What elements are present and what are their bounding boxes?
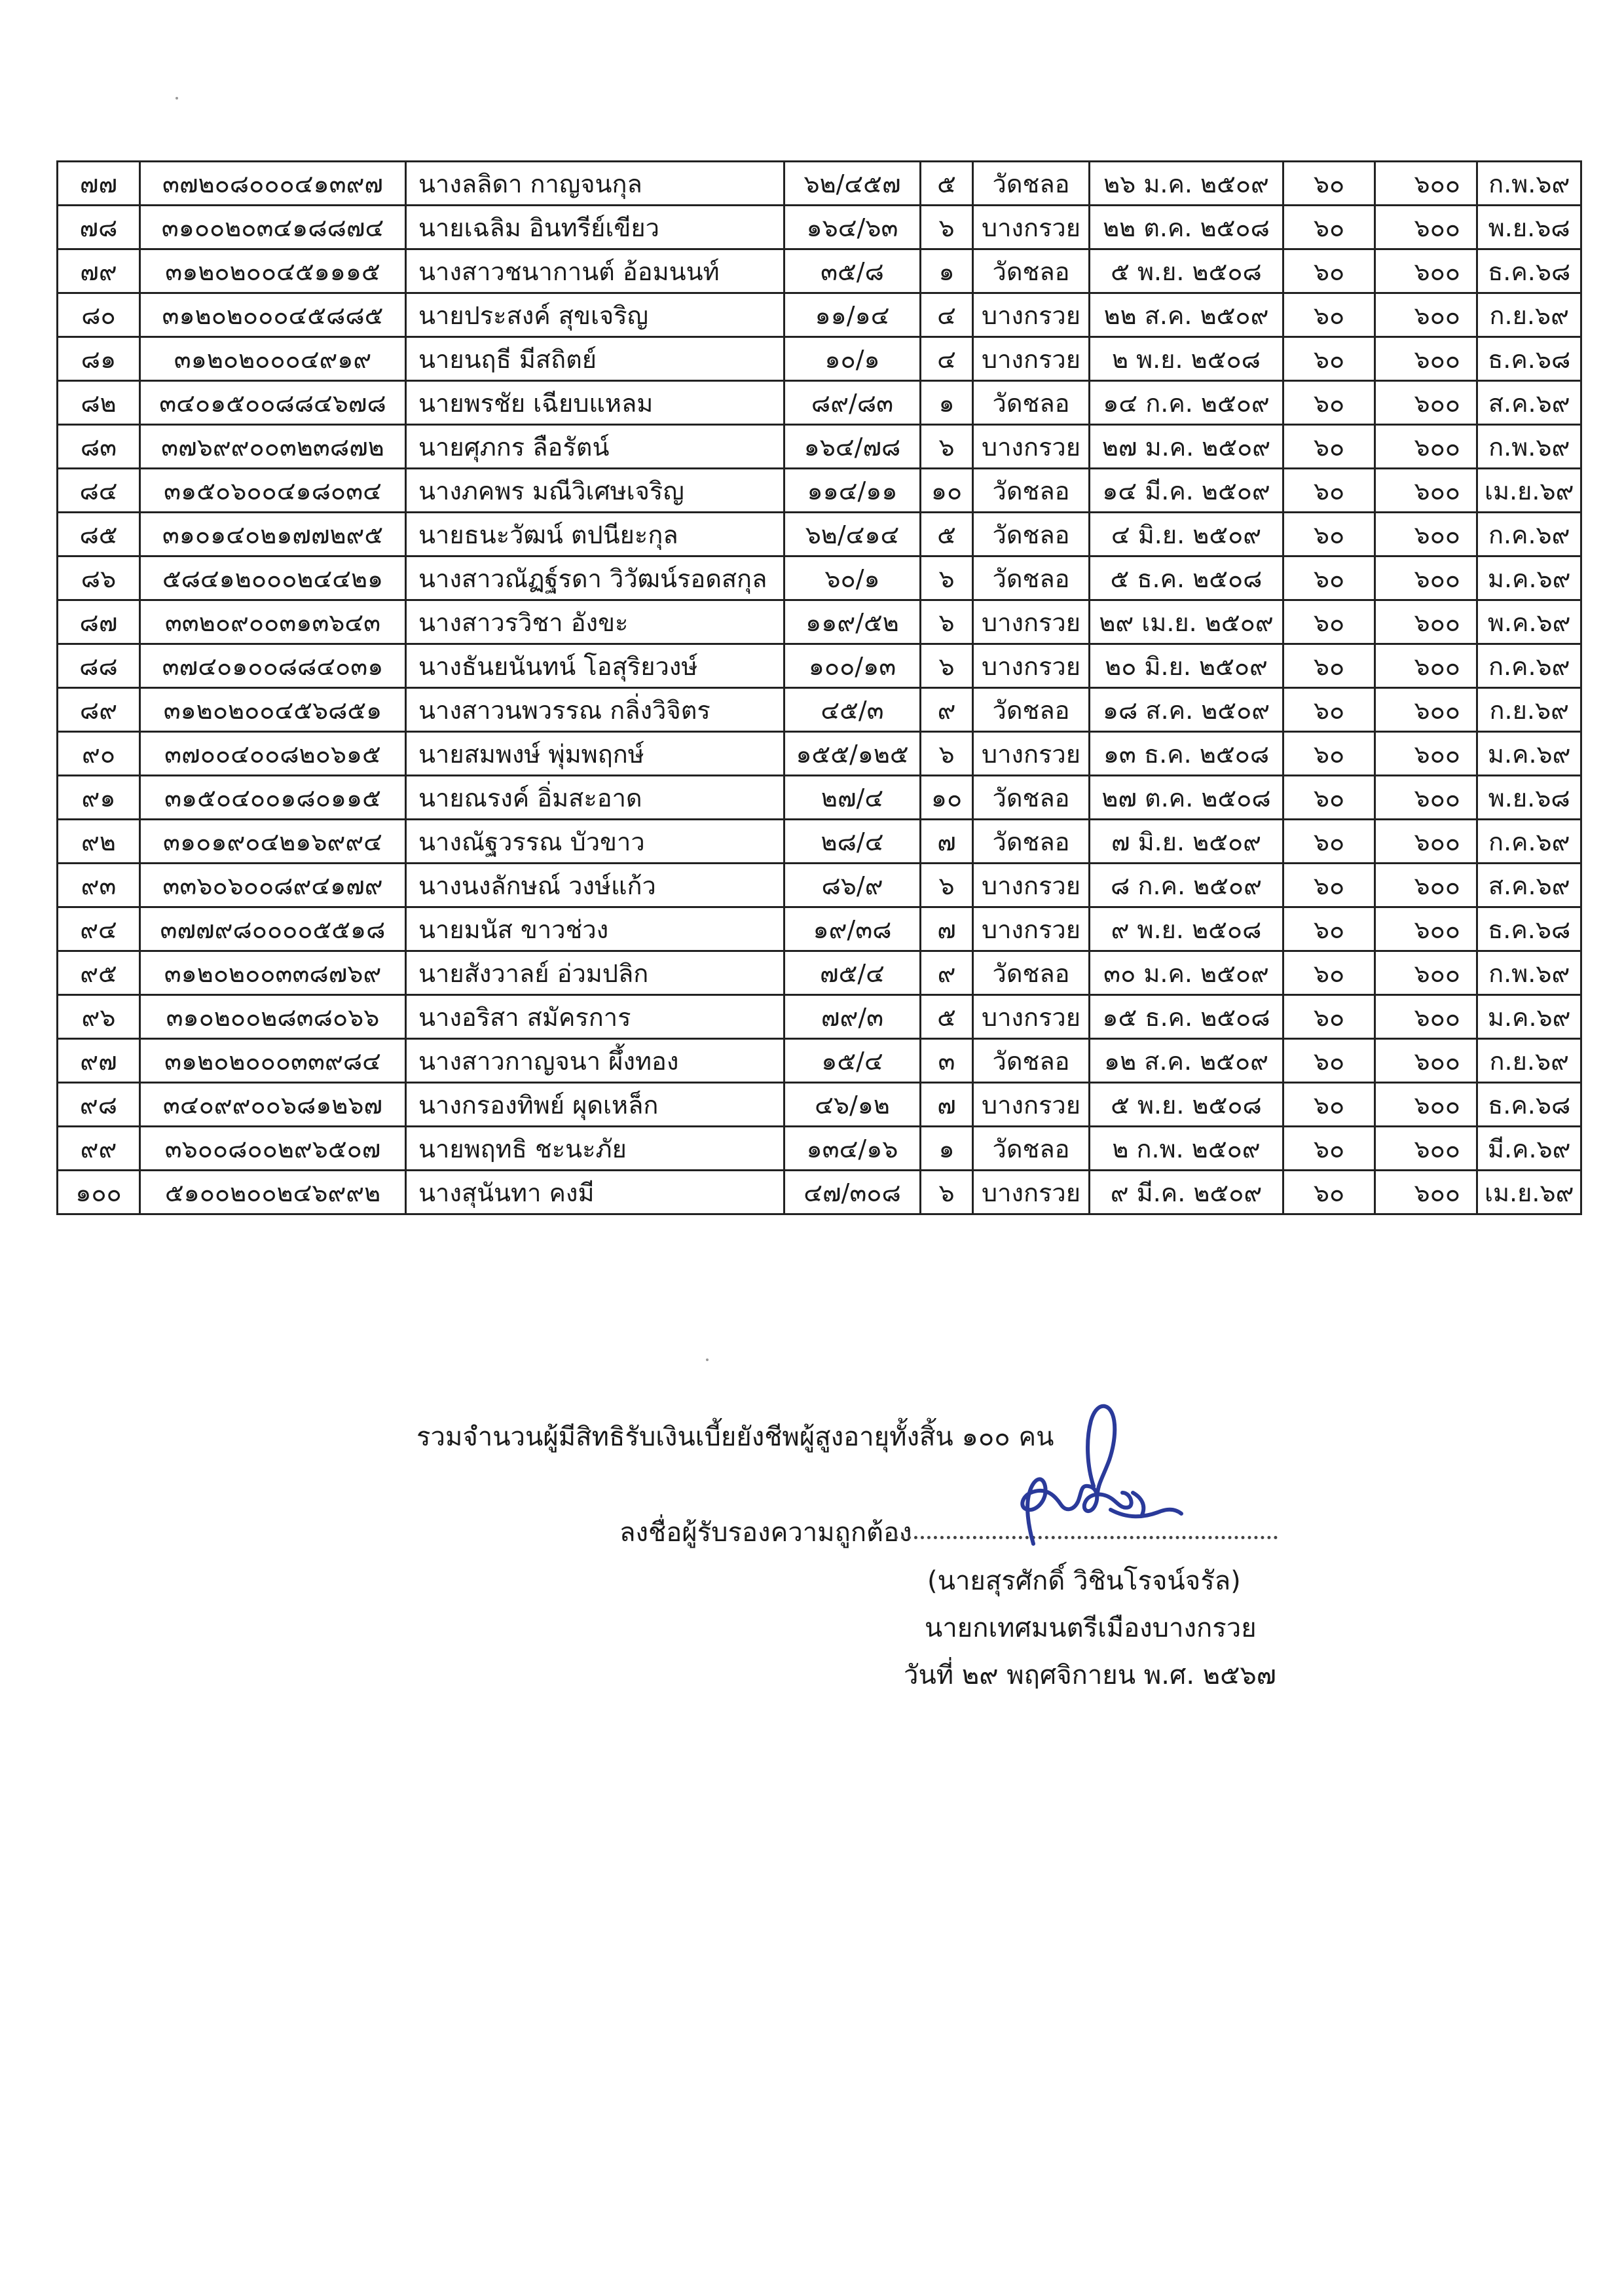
community-name-cell: บางกรวย <box>973 206 1090 249</box>
row-number-cell: ๘๕ <box>58 513 140 556</box>
start-month-cell: ก.ค.๖๙ <box>1477 513 1581 556</box>
start-month-cell: เม.ย.๖๙ <box>1477 469 1581 513</box>
village-number-cell: ๑๐ <box>921 469 973 513</box>
citizen-id-cell: ๓๑๐๑๙๐๔๒๑๖๙๙๔ <box>140 820 406 864</box>
full-name-cell: นางอริสา สมัครการ <box>406 995 784 1039</box>
birth-date-cell: ๒๒ ต.ค. ๒๕๐๘ <box>1090 206 1283 249</box>
allowance-amount-cell: ๖๐๐ <box>1375 732 1477 776</box>
house-number-cell: ๑๐/๑ <box>784 337 921 381</box>
row-number-cell: ๙๖ <box>58 995 140 1039</box>
start-month-cell: ม.ค.๖๙ <box>1477 732 1581 776</box>
village-number-cell: ๖ <box>921 556 973 600</box>
scan-speck <box>175 97 178 100</box>
birth-date-cell: ๒๒ ส.ค. ๒๕๐๙ <box>1090 293 1283 337</box>
house-number-cell: ๔๕/๓ <box>784 688 921 732</box>
house-number-cell: ๑๖๔/๖๓ <box>784 206 921 249</box>
community-name-cell: วัดชลอ <box>973 381 1090 425</box>
table-body <box>58 162 1581 1214</box>
citizen-id-cell: ๓๗๔๐๑๐๐๘๘๔๐๓๑ <box>140 644 406 688</box>
table-row <box>58 293 1581 337</box>
citizen-id-cell: ๓๓๖๐๖๐๐๘๙๔๑๗๙ <box>140 864 406 907</box>
full-name-cell: นางสาวณัฏฐ์รดา วิวัฒน์รอดสกุล <box>406 556 784 600</box>
village-number-cell: ๕ <box>921 162 973 206</box>
certify-label: ลงชื่อผู้รับรองความถูกต้อง <box>619 1518 912 1548</box>
allowance-amount-cell: ๖๐๐ <box>1375 600 1477 644</box>
allowance-amount-cell: ๖๐๐ <box>1375 381 1477 425</box>
house-number-cell: ๘๙/๘๓ <box>784 381 921 425</box>
allowance-amount-cell: ๖๐๐ <box>1375 1171 1477 1214</box>
age-threshold-cell: ๖๐ <box>1283 644 1375 688</box>
age-threshold-cell: ๖๐ <box>1283 381 1375 425</box>
full-name-cell: นายสังวาลย์ อ่วมปลิก <box>406 951 784 995</box>
community-name-cell: บางกรวย <box>973 293 1090 337</box>
start-month-cell: พ.ย.๖๘ <box>1477 776 1581 820</box>
birth-date-cell: ๑๒ ส.ค. ๒๕๐๙ <box>1090 1039 1283 1083</box>
community-name-cell: บางกรวย <box>973 425 1090 469</box>
village-number-cell: ๕ <box>921 513 973 556</box>
full-name-cell: นายสมพงษ์ พุ่มพฤกษ์ <box>406 732 784 776</box>
table-row <box>58 644 1581 688</box>
start-month-cell: ม.ค.๖๙ <box>1477 995 1581 1039</box>
community-name-cell: บางกรวย <box>973 864 1090 907</box>
start-month-cell: ก.พ.๖๙ <box>1477 425 1581 469</box>
age-threshold-cell: ๖๐ <box>1283 951 1375 995</box>
age-threshold-cell: ๖๐ <box>1283 1127 1375 1171</box>
allowance-amount-cell: ๖๐๐ <box>1375 1083 1477 1127</box>
birth-date-cell: ๕ ธ.ค. ๒๕๐๘ <box>1090 556 1283 600</box>
village-number-cell: ๖ <box>921 864 973 907</box>
row-number-cell: ๘๑ <box>58 337 140 381</box>
row-number-cell: ๗๘ <box>58 206 140 249</box>
start-month-cell: ก.พ.๖๙ <box>1477 162 1581 206</box>
table-row <box>58 907 1581 951</box>
row-number-cell: ๙๗ <box>58 1039 140 1083</box>
age-threshold-cell: ๖๐ <box>1283 864 1375 907</box>
age-threshold-cell: ๖๐ <box>1283 907 1375 951</box>
community-name-cell: บางกรวย <box>973 337 1090 381</box>
full-name-cell: นางนงลักษณ์ วงษ์แก้ว <box>406 864 784 907</box>
scan-speck <box>706 1358 709 1361</box>
village-number-cell: ๖ <box>921 1171 973 1214</box>
birth-date-cell: ๙ พ.ย. ๒๕๐๘ <box>1090 907 1283 951</box>
full-name-cell: นางสาวกาญจนา ผึ้งทอง <box>406 1039 784 1083</box>
citizen-id-cell: ๓๑๒๐๒๐๐๔๕๖๘๕๑ <box>140 688 406 732</box>
citizen-id-cell: ๓๑๒๐๒๐๐๓๓๘๗๖๙ <box>140 951 406 995</box>
start-month-cell: มี.ค.๖๙ <box>1477 1127 1581 1171</box>
village-number-cell: ๑ <box>921 1127 973 1171</box>
age-threshold-cell: ๖๐ <box>1283 249 1375 293</box>
start-month-cell: ก.พ.๖๙ <box>1477 951 1581 995</box>
village-number-cell: ๖ <box>921 206 973 249</box>
village-number-cell: ๗ <box>921 1083 973 1127</box>
community-name-cell: วัดชลอ <box>973 776 1090 820</box>
row-number-cell: ๙๕ <box>58 951 140 995</box>
birth-date-cell: ๒ ก.พ. ๒๕๐๙ <box>1090 1127 1283 1171</box>
birth-date-cell: ๔ มิ.ย. ๒๕๐๙ <box>1090 513 1283 556</box>
age-threshold-cell: ๖๐ <box>1283 162 1375 206</box>
allowance-amount-cell: ๖๐๐ <box>1375 556 1477 600</box>
community-name-cell: วัดชลอ <box>973 469 1090 513</box>
table-row <box>58 776 1581 820</box>
community-name-cell: บางกรวย <box>973 644 1090 688</box>
village-number-cell: ๙ <box>921 951 973 995</box>
start-month-cell: พ.ค.๖๙ <box>1477 600 1581 644</box>
allowance-amount-cell: ๖๐๐ <box>1375 644 1477 688</box>
allowance-amount-cell: ๖๐๐ <box>1375 688 1477 732</box>
start-month-cell: ม.ค.๖๙ <box>1477 556 1581 600</box>
house-number-cell: ๑๓๔/๑๖ <box>784 1127 921 1171</box>
full-name-cell: นางสาวรวิชา อังขะ <box>406 600 784 644</box>
table-row <box>58 513 1581 556</box>
house-number-cell: ๒๘/๔ <box>784 820 921 864</box>
birth-date-cell: ๑๘ ส.ค. ๒๕๐๙ <box>1090 688 1283 732</box>
citizen-id-cell: ๓๑๒๐๒๐๐๐๓๓๙๘๔ <box>140 1039 406 1083</box>
citizen-id-cell: ๓๑๐๒๐๐๒๘๓๘๐๖๖ <box>140 995 406 1039</box>
allowance-amount-cell: ๖๐๐ <box>1375 162 1477 206</box>
birth-date-cell: ๙ มี.ค. ๒๕๐๙ <box>1090 1171 1283 1214</box>
allowance-amount-cell: ๖๐๐ <box>1375 995 1477 1039</box>
age-threshold-cell: ๖๐ <box>1283 469 1375 513</box>
table-row <box>58 381 1581 425</box>
house-number-cell: ๑๕/๔ <box>784 1039 921 1083</box>
village-number-cell: ๕ <box>921 995 973 1039</box>
full-name-cell: นางลลิดา กาญจนกุล <box>406 162 784 206</box>
document-date: วันที่ ๒๙ พฤศจิกายน พ.ศ. ๒๕๖๗ <box>904 1660 1276 1690</box>
allowance-amount-cell: ๖๐๐ <box>1375 337 1477 381</box>
start-month-cell: ก.ย.๖๙ <box>1477 1039 1581 1083</box>
citizen-id-cell: ๓๗๗๙๘๐๐๐๐๕๕๑๘ <box>140 907 406 951</box>
community-name-cell: วัดชลอ <box>973 951 1090 995</box>
citizen-id-cell: ๓๑๐๑๔๐๒๑๗๗๒๙๕ <box>140 513 406 556</box>
start-month-cell: เม.ย.๖๙ <box>1477 1171 1581 1214</box>
house-number-cell: ๑๙/๓๘ <box>784 907 921 951</box>
age-threshold-cell: ๖๐ <box>1283 600 1375 644</box>
table-row <box>58 864 1581 907</box>
start-month-cell: ธ.ค.๖๘ <box>1477 337 1581 381</box>
start-month-cell: ก.ย.๖๙ <box>1477 688 1581 732</box>
row-number-cell: ๘๐ <box>58 293 140 337</box>
start-month-cell: ส.ค.๖๙ <box>1477 864 1581 907</box>
house-number-cell: ๘๖/๙ <box>784 864 921 907</box>
full-name-cell: นางสุนันทา คงมี <box>406 1171 784 1214</box>
full-name-cell: นางภคพร มณีวิเศษเจริญ <box>406 469 784 513</box>
village-number-cell: ๖ <box>921 600 973 644</box>
village-number-cell: ๔ <box>921 293 973 337</box>
full-name-cell: นางสาวชนากานต์ อ้อมนนท์ <box>406 249 784 293</box>
table-row <box>58 1127 1581 1171</box>
allowance-amount-cell: ๖๐๐ <box>1375 1127 1477 1171</box>
birth-date-cell: ๑๓ ธ.ค. ๒๕๐๘ <box>1090 732 1283 776</box>
row-number-cell: ๘๒ <box>58 381 140 425</box>
age-threshold-cell: ๖๐ <box>1283 337 1375 381</box>
birth-date-cell: ๕ พ.ย. ๒๕๐๘ <box>1090 1083 1283 1127</box>
row-number-cell: ๙๘ <box>58 1083 140 1127</box>
row-number-cell: ๙๒ <box>58 820 140 864</box>
village-number-cell: ๖ <box>921 425 973 469</box>
age-threshold-cell: ๖๐ <box>1283 995 1375 1039</box>
row-number-cell: ๙๓ <box>58 864 140 907</box>
full-name-cell: นายเฉลิม อินทรีย์เขียว <box>406 206 784 249</box>
house-number-cell: ๔๗/๓๐๘ <box>784 1171 921 1214</box>
table-row <box>58 206 1581 249</box>
table-row <box>58 995 1581 1039</box>
allowance-amount-cell: ๖๐๐ <box>1375 425 1477 469</box>
citizen-id-cell: ๓๑๕๐๔๐๐๑๘๐๑๑๕ <box>140 776 406 820</box>
table-row <box>58 249 1581 293</box>
age-threshold-cell: ๖๐ <box>1283 556 1375 600</box>
allowance-amount-cell: ๖๐๐ <box>1375 293 1477 337</box>
citizen-id-cell: ๓๓๒๐๙๐๐๓๑๓๖๔๓ <box>140 600 406 644</box>
community-name-cell: บางกรวย <box>973 1171 1090 1214</box>
row-number-cell: ๘๙ <box>58 688 140 732</box>
house-number-cell: ๖๒/๔๕๗ <box>784 162 921 206</box>
village-number-cell: ๗ <box>921 907 973 951</box>
citizen-id-cell: ๓๖๐๐๘๐๐๒๙๖๕๐๗ <box>140 1127 406 1171</box>
citizen-id-cell: ๓๔๐๙๙๐๐๖๘๑๒๖๗ <box>140 1083 406 1127</box>
community-name-cell: วัดชลอ <box>973 556 1090 600</box>
full-name-cell: นางสาวนพวรรณ กลิ่งวิจิตร <box>406 688 784 732</box>
citizen-id-cell: ๓๑๕๐๖๐๐๔๑๘๐๓๔ <box>140 469 406 513</box>
start-month-cell: พ.ย.๖๘ <box>1477 206 1581 249</box>
age-threshold-cell: ๖๐ <box>1283 513 1375 556</box>
full-name-cell: นายพรชัย เฉียบแหลม <box>406 381 784 425</box>
full-name-cell: นายศุภกร ลือรัตน์ <box>406 425 784 469</box>
community-name-cell: บางกรวย <box>973 1083 1090 1127</box>
birth-date-cell: ๑๔ มี.ค. ๒๕๐๙ <box>1090 469 1283 513</box>
birth-date-cell: ๑๕ ธ.ค. ๒๕๐๘ <box>1090 995 1283 1039</box>
row-number-cell: ๗๗ <box>58 162 140 206</box>
allowance-amount-cell: ๖๐๐ <box>1375 513 1477 556</box>
handwritten-signature <box>982 1394 1192 1558</box>
birth-date-cell: ๕ พ.ย. ๒๕๐๘ <box>1090 249 1283 293</box>
table-row <box>58 951 1581 995</box>
allowance-amount-cell: ๖๐๐ <box>1375 1039 1477 1083</box>
house-number-cell: ๑๑๙/๕๒ <box>784 600 921 644</box>
start-month-cell: ธ.ค.๖๘ <box>1477 907 1581 951</box>
birth-date-cell: ๒๗ ม.ค. ๒๕๐๙ <box>1090 425 1283 469</box>
house-number-cell: ๖๒/๔๑๔ <box>784 513 921 556</box>
row-number-cell: ๗๙ <box>58 249 140 293</box>
row-number-cell: ๘๖ <box>58 556 140 600</box>
citizen-id-cell: ๓๑๒๐๒๐๐๐๔๕๘๘๕ <box>140 293 406 337</box>
age-threshold-cell: ๖๐ <box>1283 1083 1375 1127</box>
village-number-cell: ๔ <box>921 337 973 381</box>
table-row <box>58 600 1581 644</box>
house-number-cell: ๑๕๕/๑๒๕ <box>784 732 921 776</box>
community-name-cell: วัดชลอ <box>973 820 1090 864</box>
community-name-cell: วัดชลอ <box>973 688 1090 732</box>
row-number-cell: ๘๗ <box>58 600 140 644</box>
citizen-id-cell: ๕๘๔๑๒๐๐๐๒๔๔๒๑ <box>140 556 406 600</box>
full-name-cell: นางณัฐวรรณ บัวขาว <box>406 820 784 864</box>
full-name-cell: นายพฤทธิ ชะนะภัย <box>406 1127 784 1171</box>
community-name-cell: วัดชลอ <box>973 249 1090 293</box>
row-number-cell: ๙๔ <box>58 907 140 951</box>
full-name-cell: นายมนัส ขาวช่วง <box>406 907 784 951</box>
row-number-cell: ๙๑ <box>58 776 140 820</box>
community-name-cell: บางกรวย <box>973 995 1090 1039</box>
village-number-cell: ๖ <box>921 732 973 776</box>
allowance-amount-cell: ๖๐๐ <box>1375 249 1477 293</box>
citizen-id-cell: ๓๗๒๐๘๐๐๐๔๑๓๙๗ <box>140 162 406 206</box>
table-row <box>58 469 1581 513</box>
start-month-cell: ส.ค.๖๙ <box>1477 381 1581 425</box>
village-number-cell: ๗ <box>921 820 973 864</box>
community-name-cell: วัดชลอ <box>973 513 1090 556</box>
house-number-cell: ๑๑๔/๑๑ <box>784 469 921 513</box>
table-row <box>58 1039 1581 1083</box>
community-name-cell: วัดชลอ <box>973 162 1090 206</box>
start-month-cell: ธ.ค.๖๘ <box>1477 1083 1581 1127</box>
table-row <box>58 1083 1581 1127</box>
allowance-amount-cell: ๖๐๐ <box>1375 206 1477 249</box>
birth-date-cell: ๒๖ ม.ค. ๒๕๐๙ <box>1090 162 1283 206</box>
table-row <box>58 1171 1581 1214</box>
full-name-cell: นายณรงค์ อิ่มสะอาด <box>406 776 784 820</box>
village-number-cell: ๓ <box>921 1039 973 1083</box>
row-number-cell: ๘๔ <box>58 469 140 513</box>
start-month-cell: ก.ค.๖๙ <box>1477 644 1581 688</box>
start-month-cell: ก.ย.๖๙ <box>1477 293 1581 337</box>
age-threshold-cell: ๖๐ <box>1283 293 1375 337</box>
house-number-cell: ๑๐๐/๑๓ <box>784 644 921 688</box>
allowance-amount-cell: ๖๐๐ <box>1375 820 1477 864</box>
house-number-cell: ๔๖/๑๒ <box>784 1083 921 1127</box>
age-threshold-cell: ๖๐ <box>1283 425 1375 469</box>
age-threshold-cell: ๖๐ <box>1283 820 1375 864</box>
summary-line: รวมจำนวนผู้มีสิทธิรับเงินเบี้ยยังชีพผู้สูงอายุทั้งสิ้น ๑๐๐ คน <box>416 1422 1054 1452</box>
house-number-cell: ๓๕/๘ <box>784 249 921 293</box>
birth-date-cell: ๒๐ มิ.ย. ๒๕๐๙ <box>1090 644 1283 688</box>
citizen-id-cell: ๓๑๒๐๒๐๐๔๕๑๑๑๕ <box>140 249 406 293</box>
age-threshold-cell: ๖๐ <box>1283 688 1375 732</box>
row-number-cell: ๙๙ <box>58 1127 140 1171</box>
full-name-cell: นายธนะวัฒน์ ตปนียะกุล <box>406 513 784 556</box>
house-number-cell: ๒๗/๔ <box>784 776 921 820</box>
age-threshold-cell: ๖๐ <box>1283 206 1375 249</box>
birth-date-cell: ๑๔ ก.ค. ๒๕๐๙ <box>1090 381 1283 425</box>
citizen-id-cell: ๕๑๐๐๒๐๐๒๔๖๙๙๒ <box>140 1171 406 1214</box>
row-number-cell: ๘๓ <box>58 425 140 469</box>
table-row <box>58 556 1581 600</box>
table-row <box>58 162 1581 206</box>
birth-date-cell: ๒ พ.ย. ๒๕๐๘ <box>1090 337 1283 381</box>
table-row <box>58 820 1581 864</box>
table-row <box>58 337 1581 381</box>
citizen-id-cell: ๓๗๐๐๔๐๐๘๒๐๖๑๕ <box>140 732 406 776</box>
signer-name: (นายสุรศักดิ์ วิชินโรจน์จรัล) <box>927 1566 1241 1596</box>
allowance-amount-cell: ๖๐๐ <box>1375 469 1477 513</box>
village-number-cell: ๑ <box>921 381 973 425</box>
full-name-cell: นางธันยนันทน์ โอสุริยวงษ์ <box>406 644 784 688</box>
age-threshold-cell: ๖๐ <box>1283 1039 1375 1083</box>
house-number-cell: ๖๐/๑ <box>784 556 921 600</box>
allowance-amount-cell: ๖๐๐ <box>1375 864 1477 907</box>
age-threshold-cell: ๖๐ <box>1283 1171 1375 1214</box>
citizen-id-cell: ๓๗๖๙๙๐๐๓๒๓๘๗๒ <box>140 425 406 469</box>
community-name-cell: บางกรวย <box>973 732 1090 776</box>
full-name-cell: นายประสงค์ สุขเจริญ <box>406 293 784 337</box>
table-row <box>58 688 1581 732</box>
birth-date-cell: ๘ ก.ค. ๒๕๐๙ <box>1090 864 1283 907</box>
row-number-cell: ๘๘ <box>58 644 140 688</box>
birth-date-cell: ๒๗ ต.ค. ๒๕๐๘ <box>1090 776 1283 820</box>
village-number-cell: ๑๐ <box>921 776 973 820</box>
table-row <box>58 732 1581 776</box>
start-month-cell: ก.ค.๖๙ <box>1477 820 1581 864</box>
allowance-amount-cell: ๖๐๐ <box>1375 907 1477 951</box>
age-threshold-cell: ๖๐ <box>1283 732 1375 776</box>
full-name-cell: นางกรองทิพย์ ผุดเหล็ก <box>406 1083 784 1127</box>
house-number-cell: ๗๙/๓ <box>784 995 921 1039</box>
community-name-cell: บางกรวย <box>973 600 1090 644</box>
signer-position: นายกเทศมนตรีเมืองบางกรวย <box>925 1613 1257 1643</box>
beneficiary-table <box>56 160 1582 1215</box>
village-number-cell: ๑ <box>921 249 973 293</box>
community-name-cell: วัดชลอ <box>973 1039 1090 1083</box>
full-name-cell: นายนฤธี มีสถิตย์ <box>406 337 784 381</box>
allowance-amount-cell: ๖๐๐ <box>1375 951 1477 995</box>
birth-date-cell: ๒๙ เม.ย. ๒๕๐๙ <box>1090 600 1283 644</box>
start-month-cell: ธ.ค.๖๘ <box>1477 249 1581 293</box>
row-number-cell: ๙๐ <box>58 732 140 776</box>
house-number-cell: ๑๑/๑๔ <box>784 293 921 337</box>
row-number-cell: ๑๐๐ <box>58 1171 140 1214</box>
citizen-id-cell: ๓๔๐๑๕๐๐๘๘๔๖๗๘ <box>140 381 406 425</box>
birth-date-cell: ๓๐ ม.ค. ๒๕๐๙ <box>1090 951 1283 995</box>
community-name-cell: บางกรวย <box>973 907 1090 951</box>
community-name-cell: วัดชลอ <box>973 1127 1090 1171</box>
citizen-id-cell: ๓๑๐๐๒๐๓๔๑๘๘๗๔ <box>140 206 406 249</box>
house-number-cell: ๑๖๔/๗๘ <box>784 425 921 469</box>
citizen-id-cell: ๓๑๒๐๒๐๐๐๔๙๑๙ <box>140 337 406 381</box>
allowance-amount-cell: ๖๐๐ <box>1375 776 1477 820</box>
house-number-cell: ๗๕/๔ <box>784 951 921 995</box>
village-number-cell: ๙ <box>921 688 973 732</box>
table-row <box>58 425 1581 469</box>
village-number-cell: ๖ <box>921 644 973 688</box>
age-threshold-cell: ๖๐ <box>1283 776 1375 820</box>
birth-date-cell: ๗ มิ.ย. ๒๕๐๙ <box>1090 820 1283 864</box>
